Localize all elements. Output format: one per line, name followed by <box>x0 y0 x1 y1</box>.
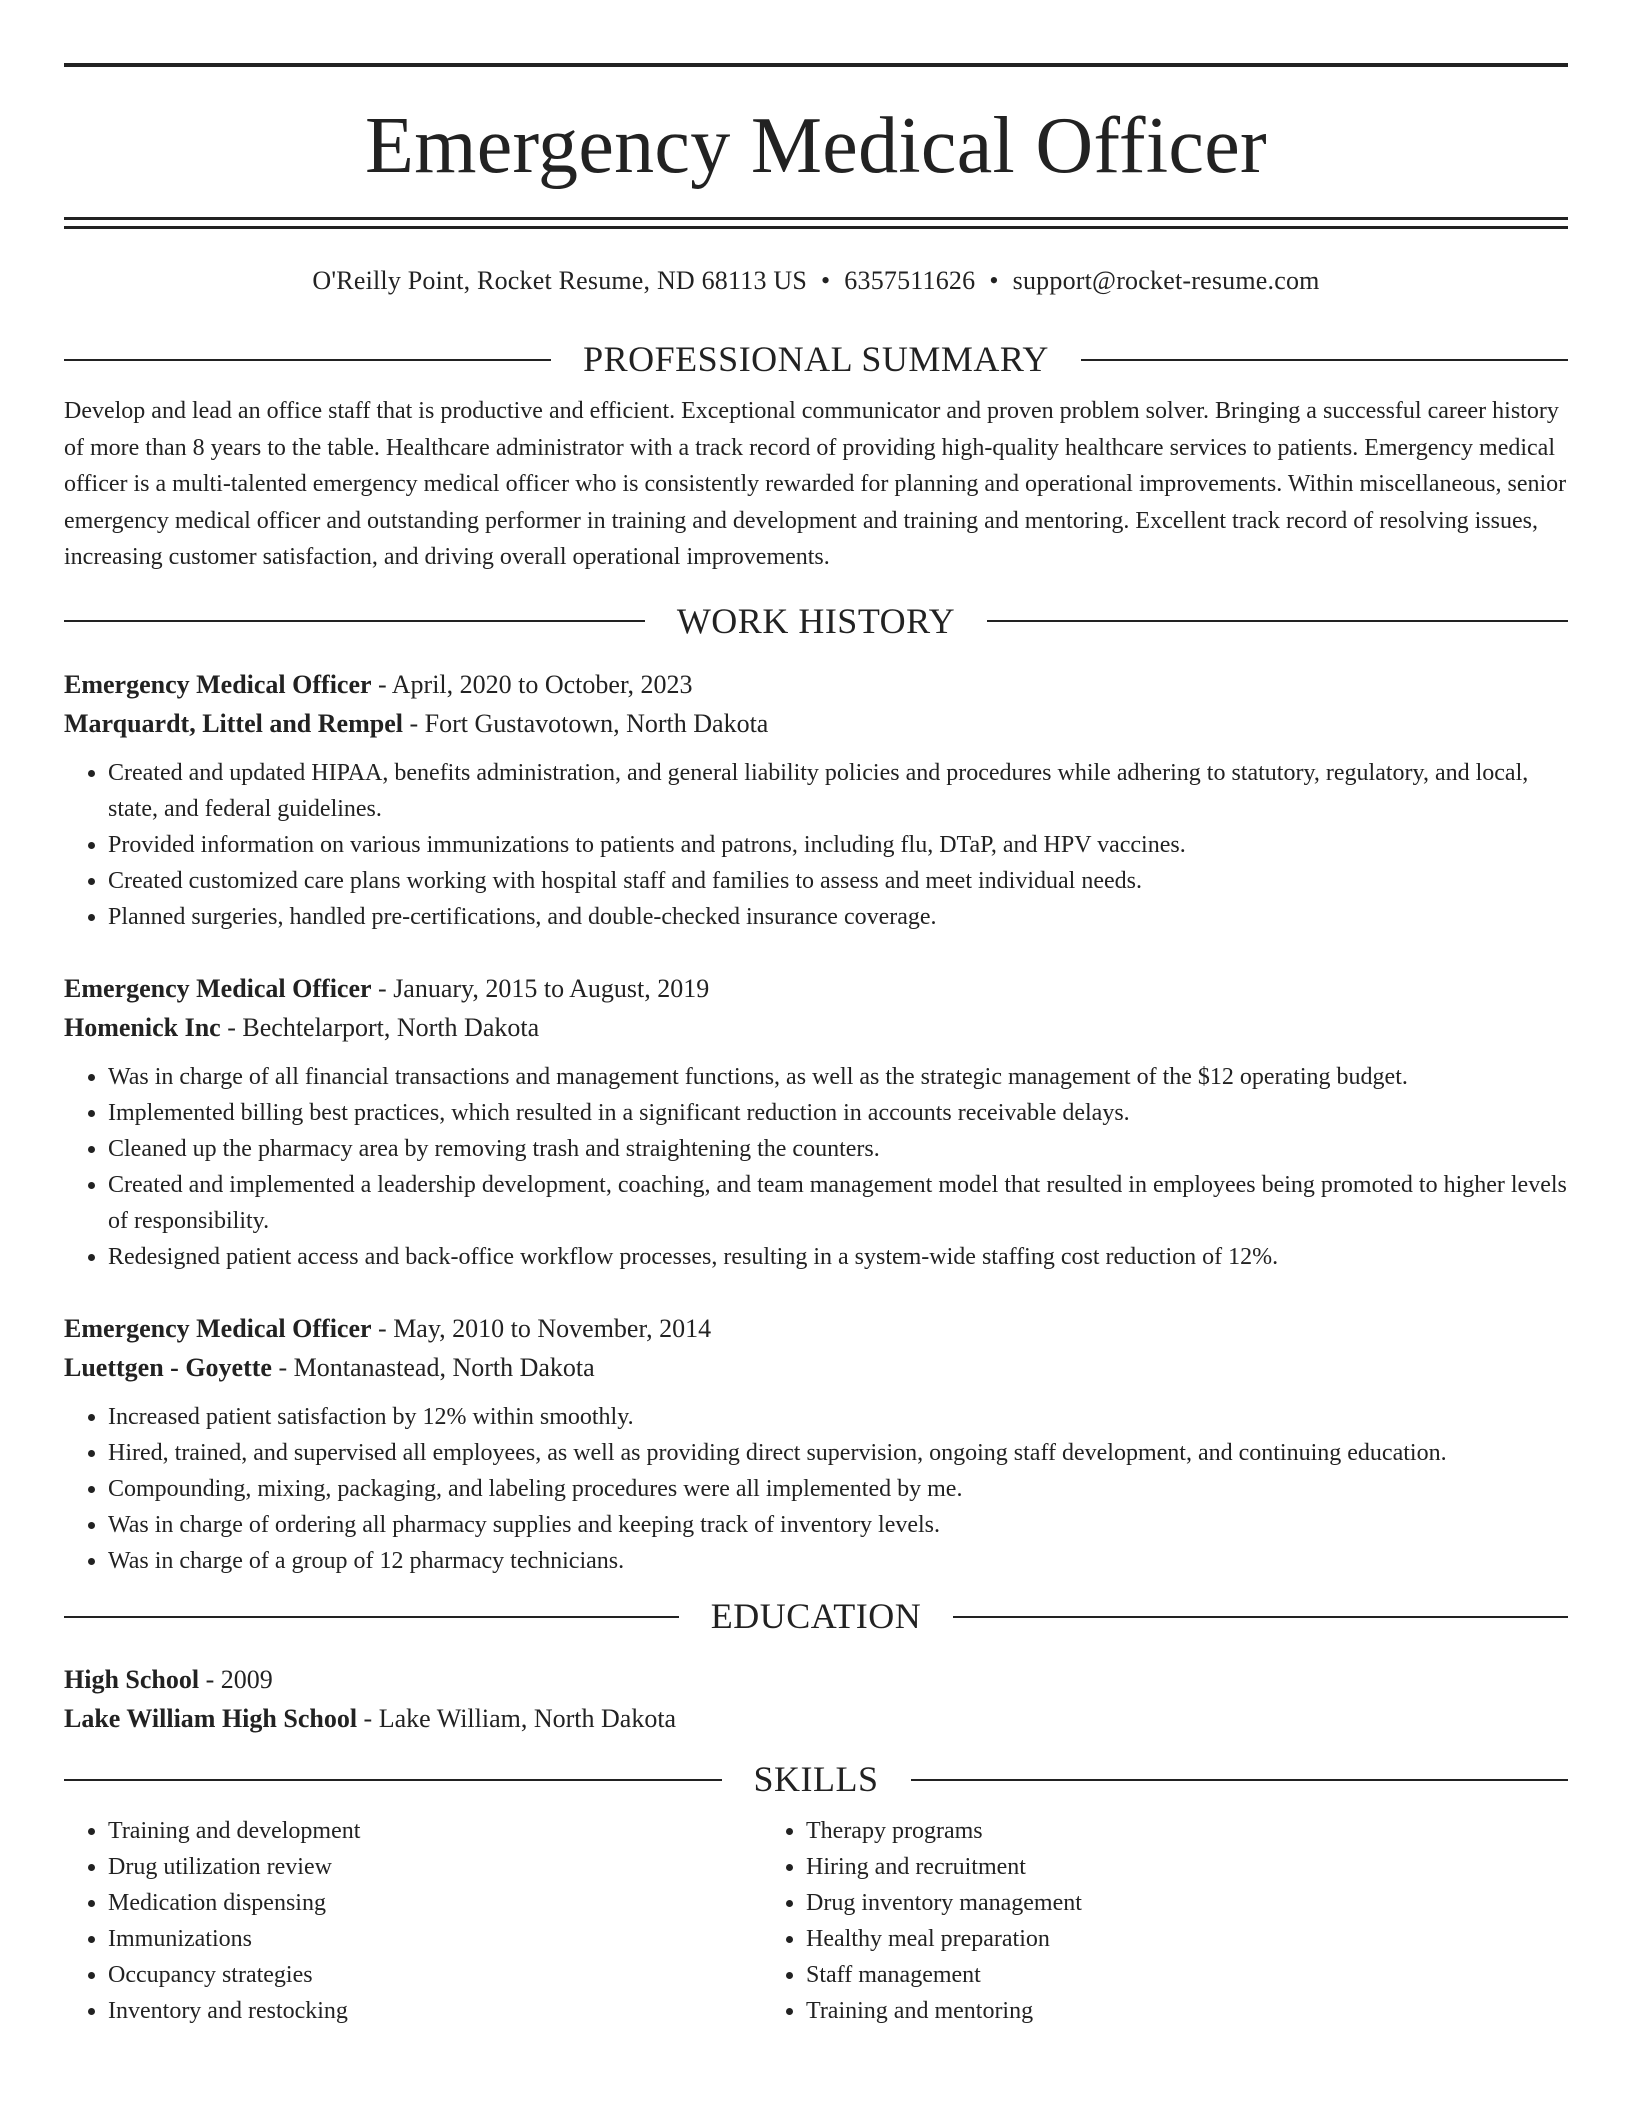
job-bullet: • Provided information on various immunizations to patients and patrons, including flu, DTaP, and HPV vaccines. <box>108 827 1568 863</box>
heading-rule-left <box>64 359 551 361</box>
job-bullets <box>64 1059 1568 1275</box>
education-entry <box>64 1660 1568 1738</box>
job-company-line <box>64 1008 1568 1047</box>
skill-item: • Training and mentoring <box>806 1993 1362 2029</box>
job-bullet: • Increased patient satisfaction by 12% within smoothly. <box>108 1399 1568 1435</box>
job-company: Marquardt, Littel and Rempel <box>64 709 403 739</box>
job-company-line <box>64 704 1568 743</box>
skill-item: • Drug inventory management <box>806 1885 1362 1921</box>
heading-rule-right <box>987 620 1568 622</box>
header-top-rule <box>64 63 1568 67</box>
education-location: - Lake William, North Dakota <box>357 1704 677 1734</box>
skill-item: • Inventory and restocking <box>108 1993 762 2029</box>
job-bullet: • Implemented billing best practices, which resulted in a significant reduction in accounts receivable delays. <box>108 1095 1568 1131</box>
job-title-line <box>64 665 1568 704</box>
job-dates: - April, 2020 to October, 2023 <box>371 670 693 700</box>
job-bullet: • Hired, trained, and supervised all employees, as well as providing direct supervision, ongoing staff development, and continuing education. <box>108 1435 1568 1471</box>
job-bullet: • Created and updated HIPAA, benefits administration, and general liability policies and procedures while adhering to statutory, regulatory, and local, state, and federal guidelines. <box>108 755 1568 827</box>
section-title: EDUCATION <box>710 1596 922 1637</box>
skill-item: • Drug utilization review <box>108 1849 762 1885</box>
contact-separator: • <box>989 266 999 295</box>
job-title: Emergency Medical Officer <box>64 670 372 700</box>
section-heading-summary <box>64 338 1568 381</box>
heading-rule-left <box>64 620 645 622</box>
contact-line <box>64 265 1568 296</box>
skill-item: • Therapy programs <box>806 1813 1362 1849</box>
job-dates: - May, 2010 to November, 2014 <box>371 1314 712 1344</box>
job-location: - Bechtelarport, North Dakota <box>220 1013 540 1043</box>
job-bullet: • Redesigned patient access and back-office workflow processes, resulting in a system-wide staffing cost reduction of 12%. <box>108 1239 1568 1275</box>
contact-phone: 6357511626 <box>844 266 976 295</box>
job-entry <box>64 969 1568 1275</box>
skill-item: • Staff management <box>806 1957 1362 1993</box>
summary-text: Develop and lead an office staff that is productive and efficient. Exceptional communicator and proven problem solver. Bringing a successful career history of more than 8 years to the table. Healthcare administrator with a track record of providing high-quality healthcare services to patients. Emergency medical officer is a multi-talented emergency medical officer who is consistently rewarded for planning and operational improvements. Within miscellaneous, senior emergency medical officer and outstanding performer in training and development and training and mentoring. Excellent track record of resolving issues, increasing customer satisfaction, and driving overall operational improvements. <box>64 398 1567 571</box>
job-company: Homenick Inc <box>64 1013 221 1043</box>
section-heading-work <box>64 600 1568 643</box>
skill-item: • Training and development <box>108 1813 762 1849</box>
heading-rule-right <box>1081 359 1568 361</box>
job-bullet: • Was in charge of all financial transactions and management functions, as well as the strategic management of the $12 operating budget. <box>108 1059 1568 1095</box>
job-location: - Fort Gustavotown, North Dakota <box>402 709 769 739</box>
job-bullet: • Created and implemented a leadership development, coaching, and team management model that resulted in employees being promoted to higher levels of responsibility. <box>108 1167 1568 1239</box>
job-entry <box>64 665 1568 935</box>
skill-item: • Occupancy strategies <box>108 1957 762 1993</box>
heading-rule-left <box>64 1616 679 1618</box>
contact-email: support@rocket-resume.com <box>1012 266 1320 295</box>
section-heading-skills <box>64 1758 1568 1801</box>
skill-item: • Medication dispensing <box>108 1885 762 1921</box>
heading-rule-left <box>64 1779 722 1781</box>
contact-separator: • <box>820 266 831 295</box>
heading-rule-right <box>953 1616 1568 1618</box>
job-company-line <box>64 1348 1568 1387</box>
skills-column-right <box>762 1813 1362 2029</box>
job-title-line <box>64 969 1568 1008</box>
job-entry <box>64 1309 1568 1579</box>
education-school: Lake William High School <box>64 1704 358 1734</box>
skill-item: • Immunizations <box>108 1921 762 1957</box>
job-company: Luettgen - Goyette <box>64 1353 272 1383</box>
education-degree: High School <box>64 1665 200 1695</box>
heading-rule-right <box>911 1779 1569 1781</box>
job-bullets <box>64 755 1568 935</box>
job-bullet: • Compounding, mixing, packaging, and labeling procedures were all implemented by me. <box>108 1471 1568 1507</box>
job-bullet: • Planned surgeries, handled pre-certifications, and double-checked insurance coverage. <box>108 899 1568 935</box>
job-dates: - January, 2015 to August, 2019 <box>371 974 710 1004</box>
skills-list <box>64 1813 1568 2029</box>
job-location: - Montanastead, North Dakota <box>271 1353 595 1383</box>
job-bullet: • Was in charge of a group of 12 pharmacy technicians. <box>108 1543 1568 1579</box>
resume-title: Emergency Medical Officer <box>365 102 1267 190</box>
education-school-line <box>64 1699 1568 1738</box>
header-double-rule <box>64 217 1568 229</box>
job-bullets <box>64 1399 1568 1579</box>
job-title: Emergency Medical Officer <box>64 1314 372 1344</box>
section-title: WORK HISTORY <box>676 600 956 641</box>
job-bullet: • Created customized care plans working with hospital staff and families to assess and meet individual needs. <box>108 863 1568 899</box>
section-heading-education <box>64 1595 1568 1638</box>
job-title-line <box>64 1309 1568 1348</box>
skill-item: • Hiring and recruitment <box>806 1849 1362 1885</box>
contact-address: O'Reilly Point, Rocket Resume, ND 68113 US <box>312 266 807 295</box>
job-bullet: • Was in charge of ordering all pharmacy supplies and keeping track of inventory levels. <box>108 1507 1568 1543</box>
job-bullet: • Cleaned up the pharmacy area by removing trash and straightening the counters. <box>108 1131 1568 1167</box>
skill-item: • Healthy meal preparation <box>806 1921 1362 1957</box>
job-title: Emergency Medical Officer <box>64 974 372 1004</box>
skills-column-left <box>64 1813 762 2029</box>
education-year: - 2009 <box>199 1665 273 1695</box>
education-degree-line <box>64 1660 1568 1699</box>
section-title: SKILLS <box>753 1759 879 1800</box>
section-title: PROFESSIONAL SUMMARY <box>583 339 1049 380</box>
